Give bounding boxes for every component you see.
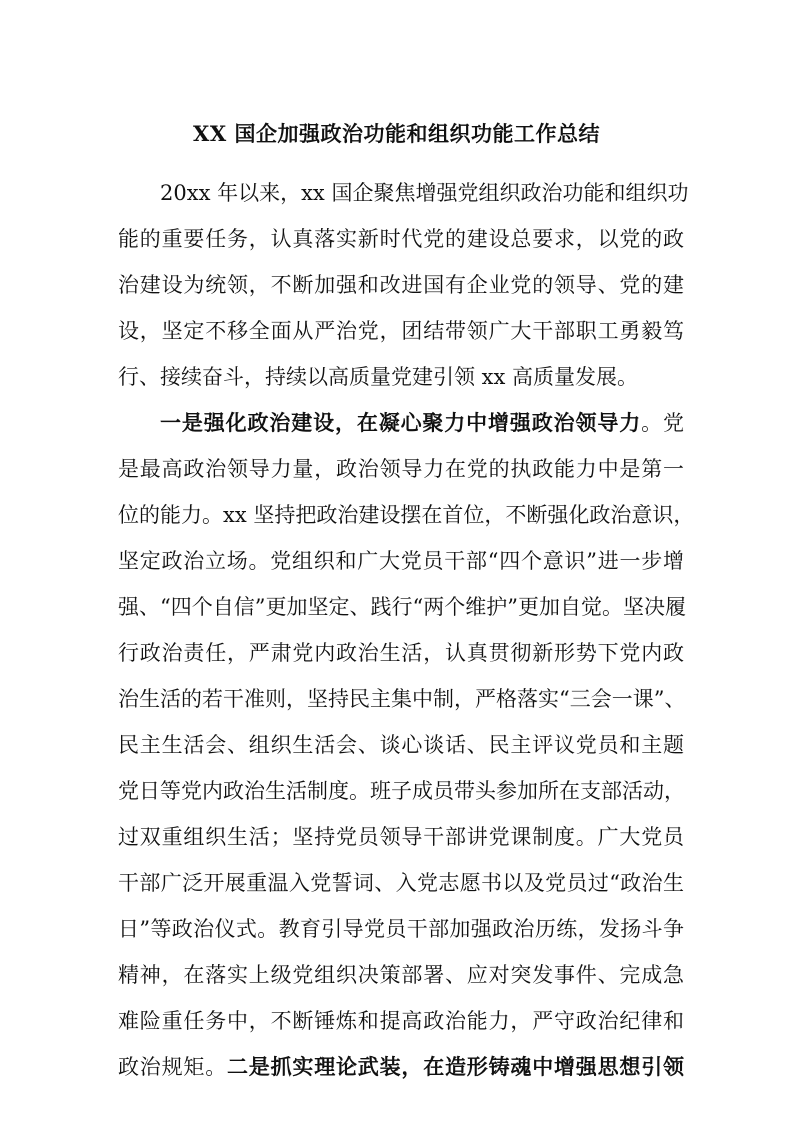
- paragraph-2-line-3: 位的能力。xx 坚持把政治建设摆在首位，不断强化政治意识，: [118, 503, 695, 527]
- paragraph-2-line-4: 坚定政治立场。党组织和广大党员干部“四个意识”进一步增: [118, 549, 684, 573]
- section-heading-2: 二是抓实理论武装，在造形铸魂中增强思想引领: [227, 1054, 684, 1079]
- paragraph-2-line-14: 难险重任务中，不断锤炼和提高政治能力，严守政治纪律和: [118, 1009, 684, 1033]
- document-title: XX 国企加强政治功能和组织功能工作总结: [193, 121, 600, 146]
- paragraph-2-line-6: 行政治责任，严肃党内政治生活，认真贯彻新形势下党内政: [118, 641, 684, 665]
- paragraph-1-line-5: 行、接续奋斗，持续以高质量党建引领 xx 高质量发展。: [118, 365, 639, 389]
- paragraph-2-line-15: [118, 1044, 684, 1090]
- paragraph-2-line-11: 干部广泛开展重温入党誓词、入党志愿书以及党员过“政治生: [118, 871, 684, 895]
- paragraph-2-line-12: 日”等政治仪式。教育引导党员干部加强政治历练，发扬斗争: [118, 917, 684, 941]
- section-heading-1-tail: 。党: [641, 411, 685, 435]
- paragraph-2-line-7: 治生活的若干准则，坚持民主集中制，严格落实“三会一课”、: [118, 687, 686, 711]
- paragraph-2-line-5: 强、“四个自信”更加坚定、践行“两个维护”更加自觉。坚决履: [118, 595, 686, 619]
- paragraph-2-line-1: [118, 400, 684, 446]
- paragraph-1-line-3: 治建设为统领，不断加强和改进国有企业党的领导、党的建: [118, 273, 684, 297]
- document-body: [118, 170, 695, 1090]
- paragraph-2-line-10: 过双重组织生活；坚持党员领导干部讲党课制度。广大党员: [118, 825, 684, 849]
- paragraph-2-line-9: 党日等党内政治生活制度。班子成员带头参加所在支部活动，: [118, 779, 685, 803]
- paragraph-1-line-4: 设，坚定不移全面从严治党，团结带领广大干部职工勇毅笃: [118, 319, 684, 343]
- paragraph-2-line-8: 民主生活会、组织生活会、谈心谈话、民主评议党员和主题: [118, 733, 684, 757]
- paragraph-2-line-2: 是最高政治领导力量，政治领导力在党的执政能力中是第一: [118, 457, 684, 481]
- section-heading-1: 一是强化政治建设，在凝心聚力中增强政治领导力: [160, 410, 642, 435]
- paragraph-2-closing-text: 政治规矩。: [118, 1055, 227, 1079]
- paragraph-1-line-1: 20xx 年以来，xx 国企聚焦增强党组织政治功能和组织功: [160, 181, 689, 205]
- paragraph-2-line-13: 精神，在落实上级党组织决策部署、应对突发事件、完成急: [118, 963, 684, 987]
- paragraph-1-line-2: 能的重要任务，认真落实新时代党的建设总要求，以党的政: [118, 227, 684, 251]
